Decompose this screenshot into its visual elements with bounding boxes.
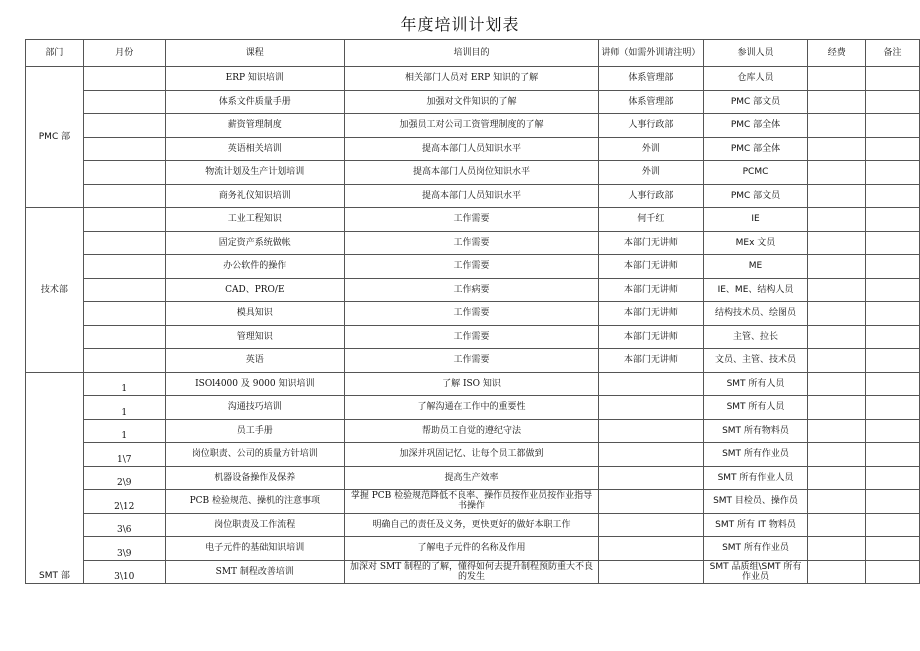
purpose-cell: 了解沟通在工作中的重要性 [345, 396, 599, 420]
lecturer-cell: 外训 [599, 137, 704, 161]
lecturer-cell [599, 396, 704, 420]
purpose-cell: 提高生产效率 [345, 466, 599, 490]
cost-cell [808, 231, 866, 255]
course-cell: 体系文件质量手册 [165, 90, 344, 114]
month-cell [83, 231, 165, 255]
month-cell [83, 161, 165, 185]
participants-cell: SMT 所有人员 [703, 372, 808, 396]
course-cell: 电子元件的基础知识培训 [165, 537, 344, 561]
participants-cell: ME [703, 255, 808, 279]
lecturer-cell: 何千红 [599, 208, 704, 232]
month-cell [83, 114, 165, 138]
page-title: 年度培训计划表 [400, 15, 520, 34]
participants-cell: 结构技术员、绘图员 [703, 302, 808, 326]
lecturer-cell [599, 490, 704, 514]
cost-cell [808, 208, 866, 232]
month-cell [83, 349, 165, 373]
lecturer-cell [599, 443, 704, 467]
purpose-cell: 相关部门人员对 ERP 知识的了解 [345, 67, 599, 91]
remark-cell [866, 184, 920, 208]
course-cell: PCB 检验规范、操机的注意事项 [165, 490, 344, 514]
cost-cell [808, 255, 866, 279]
lecturer-cell: 本部门无讲师 [599, 278, 704, 302]
table-row [26, 513, 920, 537]
remark-cell [866, 419, 920, 443]
remark-cell [866, 490, 920, 514]
purpose-cell: 工作需要 [345, 231, 599, 255]
remark-cell [866, 255, 920, 279]
table-row [26, 396, 920, 420]
cost-cell [808, 349, 866, 373]
cost-cell [808, 325, 866, 349]
table-row [26, 372, 920, 396]
remark-cell [866, 278, 920, 302]
table-row [26, 90, 920, 114]
cost-cell [808, 560, 866, 584]
purpose-cell: 了解 ISO 知识 [345, 372, 599, 396]
course-cell: 固定资产系统做帐 [165, 231, 344, 255]
remark-cell [866, 161, 920, 185]
lecturer-cell: 本部门无讲师 [599, 231, 704, 255]
cost-cell [808, 184, 866, 208]
participants-cell: SMT 品质组\SMT 所有作业员 [703, 560, 808, 584]
cost-cell [808, 419, 866, 443]
lecturer-cell [599, 513, 704, 537]
course-cell: 英语相关培训 [165, 137, 344, 161]
course-cell: CAD、PRO/E [165, 278, 344, 302]
month-cell: 3\6 [83, 513, 165, 537]
participants-cell: SMT 目检员、操作员 [703, 490, 808, 514]
participants-cell: PMC 部文员 [703, 184, 808, 208]
purpose-cell: 提高本部门人员知识水平 [345, 137, 599, 161]
lecturer-cell [599, 537, 704, 561]
purpose-cell: 工作需要 [345, 255, 599, 279]
remark-cell [866, 466, 920, 490]
lecturer-cell: 本部门无讲师 [599, 349, 704, 373]
purpose-cell: 提高本部门人员知识水平 [345, 184, 599, 208]
table-row [26, 560, 920, 584]
course-cell: ERP 知识培训 [165, 67, 344, 91]
cost-cell [808, 161, 866, 185]
participants-cell: SMT 所有人员 [703, 396, 808, 420]
lecturer-cell: 体系管理部 [599, 67, 704, 91]
course-cell: 沟通技巧培训 [165, 396, 344, 420]
table-row [26, 443, 920, 467]
month-cell [83, 325, 165, 349]
participants-cell: 文员、主管、技术员 [703, 349, 808, 373]
cost-cell [808, 67, 866, 91]
participants-cell: IE、ME、结构人员 [703, 278, 808, 302]
header-participants: 参训人员 [703, 40, 808, 67]
month-cell [83, 137, 165, 161]
course-cell: 岗位职责及工作流程 [165, 513, 344, 537]
month-cell [83, 90, 165, 114]
lecturer-cell: 本部门无讲师 [599, 302, 704, 326]
table-row [26, 490, 920, 514]
month-cell: 1 [83, 372, 165, 396]
participants-cell: SMT 所有作业员 [703, 443, 808, 467]
table-row [26, 537, 920, 561]
participants-cell: PMC 部文员 [703, 90, 808, 114]
remark-cell [866, 349, 920, 373]
cost-cell [808, 396, 866, 420]
table-row [26, 208, 920, 232]
lecturer-cell [599, 372, 704, 396]
remark-cell [866, 67, 920, 91]
training-plan-table [25, 39, 920, 584]
table-row [26, 466, 920, 490]
purpose-cell: 加强对文件知识的了解 [345, 90, 599, 114]
cost-cell [808, 90, 866, 114]
cost-cell [808, 537, 866, 561]
remark-cell [866, 208, 920, 232]
course-cell: 模具知识 [165, 302, 344, 326]
remark-cell [866, 443, 920, 467]
remark-cell [866, 513, 920, 537]
purpose-cell: 加深对 SMT 制程的了解，懂得如何去提升制程预防重大不良的发生 [345, 560, 599, 584]
month-cell: 3\10 [83, 560, 165, 584]
cost-cell [808, 278, 866, 302]
table-row [26, 278, 920, 302]
header-row [26, 40, 920, 67]
purpose-cell: 提高本部门人员岗位知识水平 [345, 161, 599, 185]
header-purpose: 培训目的 [345, 40, 599, 67]
month-cell [83, 255, 165, 279]
participants-cell: SMT 所有作业人员 [703, 466, 808, 490]
participants-cell: SMT 所有物料员 [703, 419, 808, 443]
participants-cell: SMT 所有作业员 [703, 537, 808, 561]
remark-cell [866, 325, 920, 349]
remark-cell [866, 114, 920, 138]
cost-cell [808, 137, 866, 161]
cost-cell [808, 114, 866, 138]
participants-cell: SMT 所有 IT 物料员 [703, 513, 808, 537]
cost-cell [808, 513, 866, 537]
table-row [26, 255, 920, 279]
course-cell: ISOl4000 及 9000 知识培训 [165, 372, 344, 396]
purpose-cell: 明确自己的责任及义务，更快更好的做好本职工作 [345, 513, 599, 537]
dept-cell: PMC 部 [26, 67, 84, 208]
purpose-cell: 工作需要 [345, 302, 599, 326]
purpose-cell: 了解电子元件的名称及作用 [345, 537, 599, 561]
remark-cell [866, 396, 920, 420]
lecturer-cell [599, 466, 704, 490]
table-row [26, 231, 920, 255]
table-row [26, 67, 920, 91]
purpose-cell: 加强员工对公司工资管理制度的了解 [345, 114, 599, 138]
course-cell: 岗位职责、公司的质量方针培训 [165, 443, 344, 467]
cost-cell [808, 302, 866, 326]
participants-cell: PMC 部全体 [703, 137, 808, 161]
course-cell: 英语 [165, 349, 344, 373]
purpose-cell: 工作需要 [345, 349, 599, 373]
header-cost: 经费 [808, 40, 866, 67]
month-cell: 1\7 [83, 443, 165, 467]
remark-cell [866, 560, 920, 584]
header-lecturer: 讲师（如需外训请注明） [599, 40, 704, 67]
lecturer-cell: 本部门无讲师 [599, 325, 704, 349]
purpose-cell: 工作需要 [345, 325, 599, 349]
dept-cell: SMT 部 [26, 372, 84, 584]
participants-cell: PMC 部全体 [703, 114, 808, 138]
table-row [26, 349, 920, 373]
purpose-cell: 掌握 PCB 检验规范降低不良率、操作员按作业员按作业指导书操作 [345, 490, 599, 514]
month-cell: 2\12 [83, 490, 165, 514]
course-cell: 员工手册 [165, 419, 344, 443]
month-cell: 2\9 [83, 466, 165, 490]
lecturer-cell: 外训 [599, 161, 704, 185]
table-row [26, 161, 920, 185]
remark-cell [866, 372, 920, 396]
purpose-cell: 工作需要 [345, 208, 599, 232]
month-cell: 3\9 [83, 537, 165, 561]
course-cell: 办公软件的操作 [165, 255, 344, 279]
lecturer-cell: 本部门无讲师 [599, 255, 704, 279]
remark-cell [866, 231, 920, 255]
header-remark: 备注 [866, 40, 920, 67]
lecturer-cell: 人事行政部 [599, 114, 704, 138]
participants-cell: 主管、拉长 [703, 325, 808, 349]
month-cell: 1 [83, 396, 165, 420]
course-cell: 管理知识 [165, 325, 344, 349]
cost-cell [808, 443, 866, 467]
course-cell: 物流计划及生产计划培训 [165, 161, 344, 185]
participants-cell: PCMC [703, 161, 808, 185]
lecturer-cell: 人事行政部 [599, 184, 704, 208]
course-cell: 工业工程知识 [165, 208, 344, 232]
dept-cell: 技术部 [26, 208, 84, 373]
course-cell: 薪资管理制度 [165, 114, 344, 138]
participants-cell: IE [703, 208, 808, 232]
lecturer-cell [599, 419, 704, 443]
remark-cell [866, 302, 920, 326]
cost-cell [808, 490, 866, 514]
lecturer-cell: 体系管理部 [599, 90, 704, 114]
table-row [26, 114, 920, 138]
table-row [26, 419, 920, 443]
table-row [26, 184, 920, 208]
course-cell: SMT 制程改善培训 [165, 560, 344, 584]
cost-cell [808, 466, 866, 490]
remark-cell [866, 90, 920, 114]
remark-cell [866, 137, 920, 161]
month-cell [83, 302, 165, 326]
header-course: 课程 [165, 40, 344, 67]
header-month: 月份 [83, 40, 165, 67]
purpose-cell: 工作病要 [345, 278, 599, 302]
lecturer-cell [599, 560, 704, 584]
month-cell [83, 208, 165, 232]
remark-cell [866, 537, 920, 561]
course-cell: 商务礼仪知识培训 [165, 184, 344, 208]
course-cell: 机器设备操作及保养 [165, 466, 344, 490]
month-cell [83, 67, 165, 91]
participants-cell: 仓库人员 [703, 67, 808, 91]
header-dept: 部门 [26, 40, 84, 67]
month-cell [83, 278, 165, 302]
month-cell: 1 [83, 419, 165, 443]
month-cell [83, 184, 165, 208]
cost-cell [808, 372, 866, 396]
table-row [26, 302, 920, 326]
table-row [26, 325, 920, 349]
purpose-cell: 帮助员工自觉的遵纪守法 [345, 419, 599, 443]
purpose-cell: 加深并巩固记忆、让每个员工都做到 [345, 443, 599, 467]
participants-cell: MEx 文员 [703, 231, 808, 255]
table-row [26, 137, 920, 161]
